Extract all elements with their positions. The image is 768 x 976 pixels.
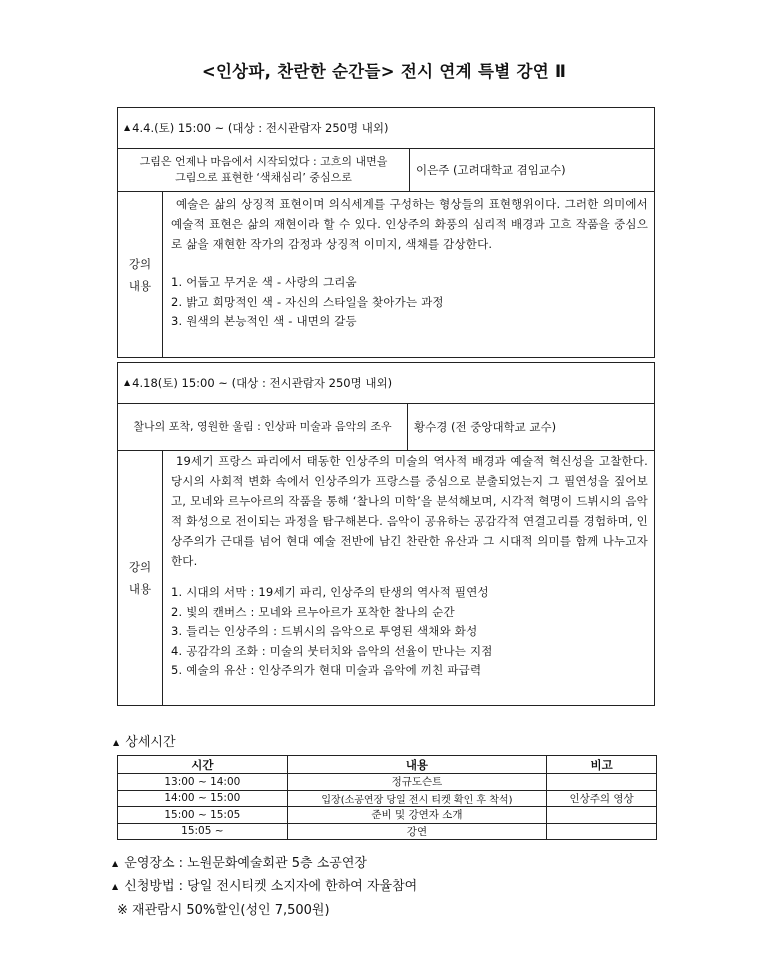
- content-label: [118, 192, 163, 357]
- table-row: [118, 790, 657, 807]
- list-item: 4. 공감각의 조화 : 미술의 붓터치와 음악의 선율이 만나는 지점: [171, 643, 493, 658]
- schedule-table: [117, 755, 657, 840]
- table-cell: 준비 및 강연자 소개: [287, 807, 546, 824]
- content-label-line: 내용: [128, 582, 152, 596]
- list-item: 2. 빛의 캔버스 : 모네와 르누아르가 포착한 찰나의 순간: [171, 604, 455, 619]
- content-label-line: 내용: [128, 278, 152, 293]
- session-date-text: 4.4.(토) 15:00 ~ (대상 : 전시관람자 250명 내외): [132, 121, 389, 135]
- table-cell: 입장(소공연장 당일 전시 티켓 확인 후 착석): [287, 790, 546, 807]
- table-cell: [547, 823, 657, 840]
- table-cell: 정규도슨트: [287, 774, 546, 791]
- table-cell: 13:00 ~ 14:00: [118, 774, 288, 791]
- session-content: [163, 451, 654, 705]
- content-label-line: 강의: [128, 560, 152, 574]
- list-item: 1. 시대의 서막 : 19세기 파리, 인상주의 탄생의 역사적 필연성: [171, 585, 489, 599]
- table-cell: [547, 807, 657, 824]
- triangle-bullet-icon: ▲: [124, 122, 131, 132]
- list-item: 5. 예술의 유산 : 인상주의가 현대 미술과 음악에 끼친 파급력: [171, 663, 482, 677]
- session-topic: [118, 404, 408, 450]
- session-topic-line: 그림으로 표현한 ‘색채심리’ 중심으로: [175, 171, 352, 184]
- table-cell: [547, 774, 657, 791]
- venue-text: 운영장소 : 노원문화예술회관 5층 소공연장: [124, 856, 367, 871]
- list-item: 3. 원색의 본능적인 색 - 내면의 갈등: [171, 314, 357, 328]
- session-item-list: [171, 583, 648, 681]
- apply-line: [112, 875, 417, 894]
- table-header-row: [118, 756, 657, 774]
- page-title: <인상파, 찬란한 순간들> 전시 연계 특별 강연 Ⅱ: [201, 62, 567, 81]
- list-item: 1. 어둡고 무거운 색 - 사랑의 그리움: [171, 275, 357, 289]
- table-row: [118, 807, 657, 824]
- triangle-bullet-icon: ▲: [124, 377, 131, 387]
- session-block-1: [117, 107, 655, 358]
- session-topic-line: 찰나의 포착, 영원한 울림 : 인상파 미술과 음악의 조우: [133, 420, 392, 433]
- table-row: [118, 774, 657, 791]
- triangle-bullet-icon: ▲: [113, 738, 120, 747]
- column-header: 비고: [547, 756, 657, 774]
- session-date-line: [118, 363, 654, 403]
- session-content: [163, 192, 654, 357]
- table-cell: 인상주의 영상: [547, 790, 657, 807]
- session-description: 예술은 삶의 상징적 표현이며 의식세계를 구성하는 형상들의 표현행위이다. 그러한 의미에서 예술적 표현은 삶의 재현이라 할 수 있다. 인상주의 화풍의 심리적 배경과 고흐 작품을 중심으로 삶을 재현한 작가의 감정과 상징적 이미지, 색채를 감상한다.: [171, 197, 648, 251]
- table-cell: 14:00 ~ 15:00: [118, 790, 288, 807]
- table-cell: 15:00 ~ 15:05: [118, 807, 288, 824]
- session-topic-line: 그림은 언제나 마음에서 시작되었다 : 고흐의 내면을: [139, 155, 388, 168]
- discount-note: ※ 재관람시 50%할인(성인 7,500원): [117, 903, 330, 918]
- session-topic: [118, 149, 410, 191]
- content-label-line: 강의: [128, 256, 152, 271]
- table-row: [118, 823, 657, 840]
- session-description: 19세기 프랑스 파리에서 태동한 인상주의 미술의 역사적 배경과 예술적 혁신성을 고찰한다. 당시의 사회적 변화 속에서 인상주의가 프랑스를 중심으로 분출되었는지 그 필연성을 짚어보고, 모네와 르누아르의 작품을 통해 ‘찰나의 미학’을 분석해보며, 시각적 혁명이 드뷔시의 음악적 화성으로 전이되는 과정을 탐구해본다. 음악이 공유하는 공감각적 연결고리를 경험하며, 인상주의가 근대를 넘어 현대 예술 전반에 남긴 찬란한 유산과 그 시대적 의미를 함께 나누고자 한다.: [171, 454, 648, 568]
- session-speaker: 황수경 (전 중앙대학교 교수): [414, 420, 557, 434]
- table-cell: 강연: [287, 823, 546, 840]
- venue-line: [112, 852, 367, 871]
- session-block-2: [117, 362, 655, 706]
- schedule-heading-text: 상세시간: [125, 735, 176, 750]
- session-date-line: [118, 108, 654, 148]
- schedule-heading: [113, 731, 176, 750]
- session-date-text: 4.18(토) 15:00 ~ (대상 : 전시관람자 250명 내외): [132, 376, 393, 390]
- column-header: 시간: [118, 756, 288, 774]
- triangle-bullet-icon: ▲: [112, 882, 119, 891]
- table-cell: 15:05 ~: [118, 823, 288, 840]
- content-label: [118, 451, 163, 705]
- list-item: 2. 밝고 희망적인 색 - 자신의 스타일을 찾아가는 과정: [171, 294, 444, 309]
- session-item-list: [171, 273, 648, 332]
- list-item: 3. 들리는 인상주의 : 드뷔시의 음악으로 투영된 색채와 화성: [171, 624, 478, 638]
- session-speaker: 이은주 (고려대학교 겸임교수): [416, 163, 566, 177]
- triangle-bullet-icon: ▲: [112, 859, 119, 868]
- apply-text: 신청방법 : 당일 전시티켓 소지자에 한하여 자율참여: [124, 879, 418, 894]
- column-header: 내용: [287, 756, 546, 774]
